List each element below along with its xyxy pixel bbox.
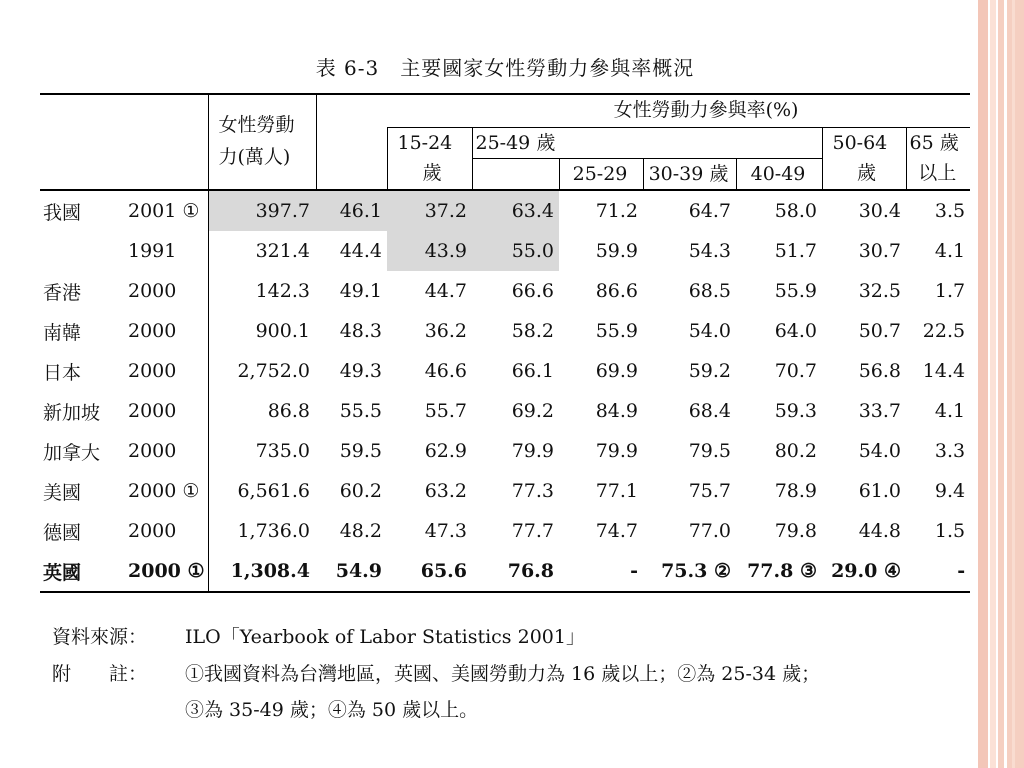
cell-country: 新加坡	[43, 401, 101, 424]
cell-a15-24: 43.9	[387, 231, 472, 271]
header-total-blank	[316, 94, 387, 190]
cell-a25-29: 74.7	[595, 520, 638, 542]
header-50-64-line1: 50-64	[832, 132, 888, 154]
cell-total: 54.9	[316, 551, 387, 592]
cell-a15-24: 46.6	[424, 360, 467, 382]
header-15-24-line2: 歲	[422, 162, 442, 184]
cell-year: 1991	[128, 240, 177, 262]
cell-country: 香港	[43, 281, 82, 304]
cell-a15-24: 62.9	[424, 440, 467, 462]
cell-total: 49.3	[339, 360, 382, 382]
cell-a50-64: 61.0	[858, 480, 901, 502]
cell-a40-49: 64.0	[774, 320, 817, 342]
cell-a15-24: 44.7	[424, 280, 467, 302]
header-age-65-plus	[906, 128, 970, 191]
cell-a25-29: 86.6	[595, 280, 638, 302]
cell-a15-24: 36.2	[424, 320, 467, 342]
cell-a25-29: 59.9	[595, 240, 638, 262]
cell-a25-29: 71.2	[559, 190, 643, 231]
cell-a65: 1.5	[934, 520, 966, 542]
cell-workforce: 1,736.0	[208, 511, 316, 551]
cell-workforce: 321.4	[208, 231, 316, 271]
table-row	[40, 311, 970, 351]
cell-a40-49: 58.0	[736, 190, 822, 231]
cell-a40-49: 70.7	[774, 360, 817, 382]
header-age-25-29: 25-29	[559, 159, 643, 191]
cell-year: 2000	[128, 280, 177, 302]
cell-a30-39: 54.3	[688, 240, 731, 262]
cell-workforce: 397.7	[208, 190, 316, 231]
source-label: 資料來源：	[52, 626, 148, 648]
cell-country: 加拿大	[43, 441, 101, 464]
cell-a65: 14.4	[922, 360, 966, 382]
cell-a30-39: 79.5	[688, 440, 731, 462]
cell-country: 南韓	[43, 321, 82, 344]
cell-country: 我國	[40, 190, 125, 231]
cell-a65: 3.3	[934, 440, 966, 462]
cell-a25-49: 77.3	[511, 480, 554, 502]
cell-a30-39: 59.2	[688, 360, 731, 382]
cell-a65: 4.1	[934, 400, 966, 422]
cell-a25-29: 69.9	[595, 360, 638, 382]
cell-year: 2000	[128, 520, 177, 542]
cell-total: 59.5	[339, 440, 382, 462]
header-participation-rate: 女性勞動力參與率(%)	[387, 94, 970, 128]
cell-a50-64: 33.7	[858, 400, 901, 422]
cell-a40-49: 55.9	[774, 280, 817, 302]
cell-workforce: 1,308.4	[208, 551, 316, 592]
header-25-49-blank	[472, 159, 559, 191]
cell-country: 德國	[43, 521, 82, 544]
cell-a25-49: 79.9	[511, 440, 554, 462]
note-line1: ①我國資料為台灣地區，英國、美國勞動力為 16 歲以上；②為 25-34 歲；	[185, 663, 821, 685]
cell-total: 44.4	[339, 240, 382, 262]
cell-a15-24: 55.7	[424, 400, 467, 422]
cell-total: 49.1	[339, 280, 382, 302]
header-age-30-39: 30-39 歲	[643, 159, 736, 191]
cell-a30-39: 68.5	[688, 280, 731, 302]
cell-a65: -	[906, 551, 970, 592]
table-row	[40, 511, 970, 551]
cell-a65: 4.1	[934, 240, 966, 262]
cell-a25-49: 77.7	[511, 520, 554, 542]
cell-year: 2001 ①	[125, 190, 208, 231]
cell-a15-24: 47.3	[424, 520, 467, 542]
header-workforce-line1: 女性勞動	[218, 114, 295, 136]
cell-a25-29: 55.9	[595, 320, 638, 342]
cell-workforce: 2,752.0	[208, 351, 316, 391]
header-blank-cell	[40, 94, 208, 190]
cell-a30-39: 75.3 ②	[643, 551, 736, 592]
cell-a50-64: 44.8	[858, 520, 901, 542]
cell-a65: 1.7	[934, 280, 966, 302]
cell-a25-29: 79.9	[595, 440, 638, 462]
cell-total: 48.2	[339, 520, 382, 542]
cell-a50-64: 50.7	[858, 320, 901, 342]
table-row	[40, 391, 970, 431]
cell-a25-29: 77.1	[595, 480, 638, 502]
footnote	[52, 659, 820, 686]
cell-a40-49: 79.8	[774, 520, 817, 542]
cell-a25-49: 69.2	[511, 400, 554, 422]
cell-a30-39: 75.7	[688, 480, 731, 502]
table-title: 表 6-3 主要國家女性勞動力參與率概況	[315, 56, 695, 80]
cell-a30-39: 77.0	[688, 520, 731, 542]
table-row	[40, 551, 970, 592]
cell-workforce: 6,561.6	[208, 471, 316, 511]
cell-country	[40, 231, 125, 271]
cell-a40-49: 78.9	[774, 480, 817, 502]
table-row	[40, 190, 970, 231]
table-row	[40, 271, 970, 311]
cell-year: 2000	[128, 320, 177, 342]
header-15-24-line1: 15-24	[397, 132, 453, 154]
cell-a50-64: 30.4	[822, 190, 906, 231]
cell-a15-24: 65.6	[387, 551, 472, 592]
cell-workforce: 86.8	[208, 391, 316, 431]
cell-a50-64: 29.0 ④	[822, 551, 906, 592]
side-decoration-bar	[998, 0, 1024, 768]
side-decoration-stripe	[1012, 0, 1015, 768]
cell-a25-49: 58.2	[511, 320, 554, 342]
cell-a40-49: 51.7	[774, 240, 817, 262]
table-row	[40, 351, 970, 391]
cell-a65: 3.5	[906, 190, 970, 231]
side-decoration-stripe	[1004, 0, 1007, 768]
cell-a50-64: 56.8	[858, 360, 901, 382]
cell-a50-64: 30.7	[858, 240, 901, 262]
cell-total: 60.2	[339, 480, 382, 502]
cell-country: 英國	[40, 551, 125, 592]
header-workforce	[208, 94, 316, 190]
cell-a40-49: 59.3	[774, 400, 817, 422]
labor-participation-table	[40, 93, 970, 593]
cell-a25-49: 66.6	[511, 280, 554, 302]
cell-year: 2000	[128, 360, 177, 382]
header-age-25-49: 25-49 歲	[472, 128, 822, 159]
note-line2: ③為 35-49 歲；④為 50 歲以上。	[185, 699, 479, 721]
cell-a50-64: 54.0	[858, 440, 901, 462]
table-body	[40, 190, 970, 592]
cell-total: 55.5	[339, 400, 382, 422]
source-note	[52, 622, 585, 649]
cell-a40-49: 80.2	[774, 440, 817, 462]
header-65-line1: 65 歲	[909, 132, 959, 154]
side-decoration-bar	[978, 0, 988, 768]
table-row	[40, 231, 970, 271]
cell-country: 日本	[43, 361, 82, 384]
header-age-50-64	[822, 128, 906, 191]
cell-total: 46.1	[316, 190, 387, 231]
cell-a30-39: 64.7	[643, 190, 736, 231]
cell-year: 2000	[128, 440, 177, 462]
cell-a15-24: 37.2	[387, 190, 472, 231]
cell-a65: 9.4	[934, 480, 966, 502]
header-65-line2: 以上	[918, 162, 957, 184]
cell-a15-24: 63.2	[424, 480, 467, 502]
cell-workforce: 900.1	[208, 311, 316, 351]
table-row	[40, 471, 970, 511]
cell-a25-49: 63.4	[472, 190, 559, 231]
cell-workforce: 142.3	[208, 271, 316, 311]
cell-year: 2000	[128, 400, 177, 422]
cell-country: 美國	[43, 481, 82, 504]
cell-a25-49: 55.0	[472, 231, 559, 271]
cell-a30-39: 54.0	[688, 320, 731, 342]
cell-workforce: 735.0	[208, 431, 316, 471]
note-label: 附 註：	[52, 663, 148, 685]
cell-a25-29: 84.9	[595, 400, 638, 422]
source-text: ILO「Yearbook of Labor Statistics 2001」	[185, 626, 585, 648]
side-decoration-bar	[990, 0, 996, 768]
cell-a25-49: 66.1	[511, 360, 554, 382]
cell-year: 2000 ①	[128, 480, 200, 502]
cell-a65: 22.5	[922, 320, 966, 342]
cell-a50-64: 32.5	[858, 280, 901, 302]
cell-a25-49: 76.8	[472, 551, 559, 592]
table-row	[40, 431, 970, 471]
cell-a25-29: -	[559, 551, 643, 592]
header-50-64-line2: 歲	[856, 162, 876, 184]
cell-a30-39: 68.4	[688, 400, 731, 422]
header-workforce-line2: 力(萬人)	[218, 146, 291, 168]
cell-total: 48.3	[339, 320, 382, 342]
cell-year: 2000 ①	[125, 551, 208, 592]
cell-a40-49: 77.8 ③	[736, 551, 822, 592]
header-age-40-49: 40-49	[736, 159, 822, 191]
header-age-15-24	[387, 128, 472, 191]
